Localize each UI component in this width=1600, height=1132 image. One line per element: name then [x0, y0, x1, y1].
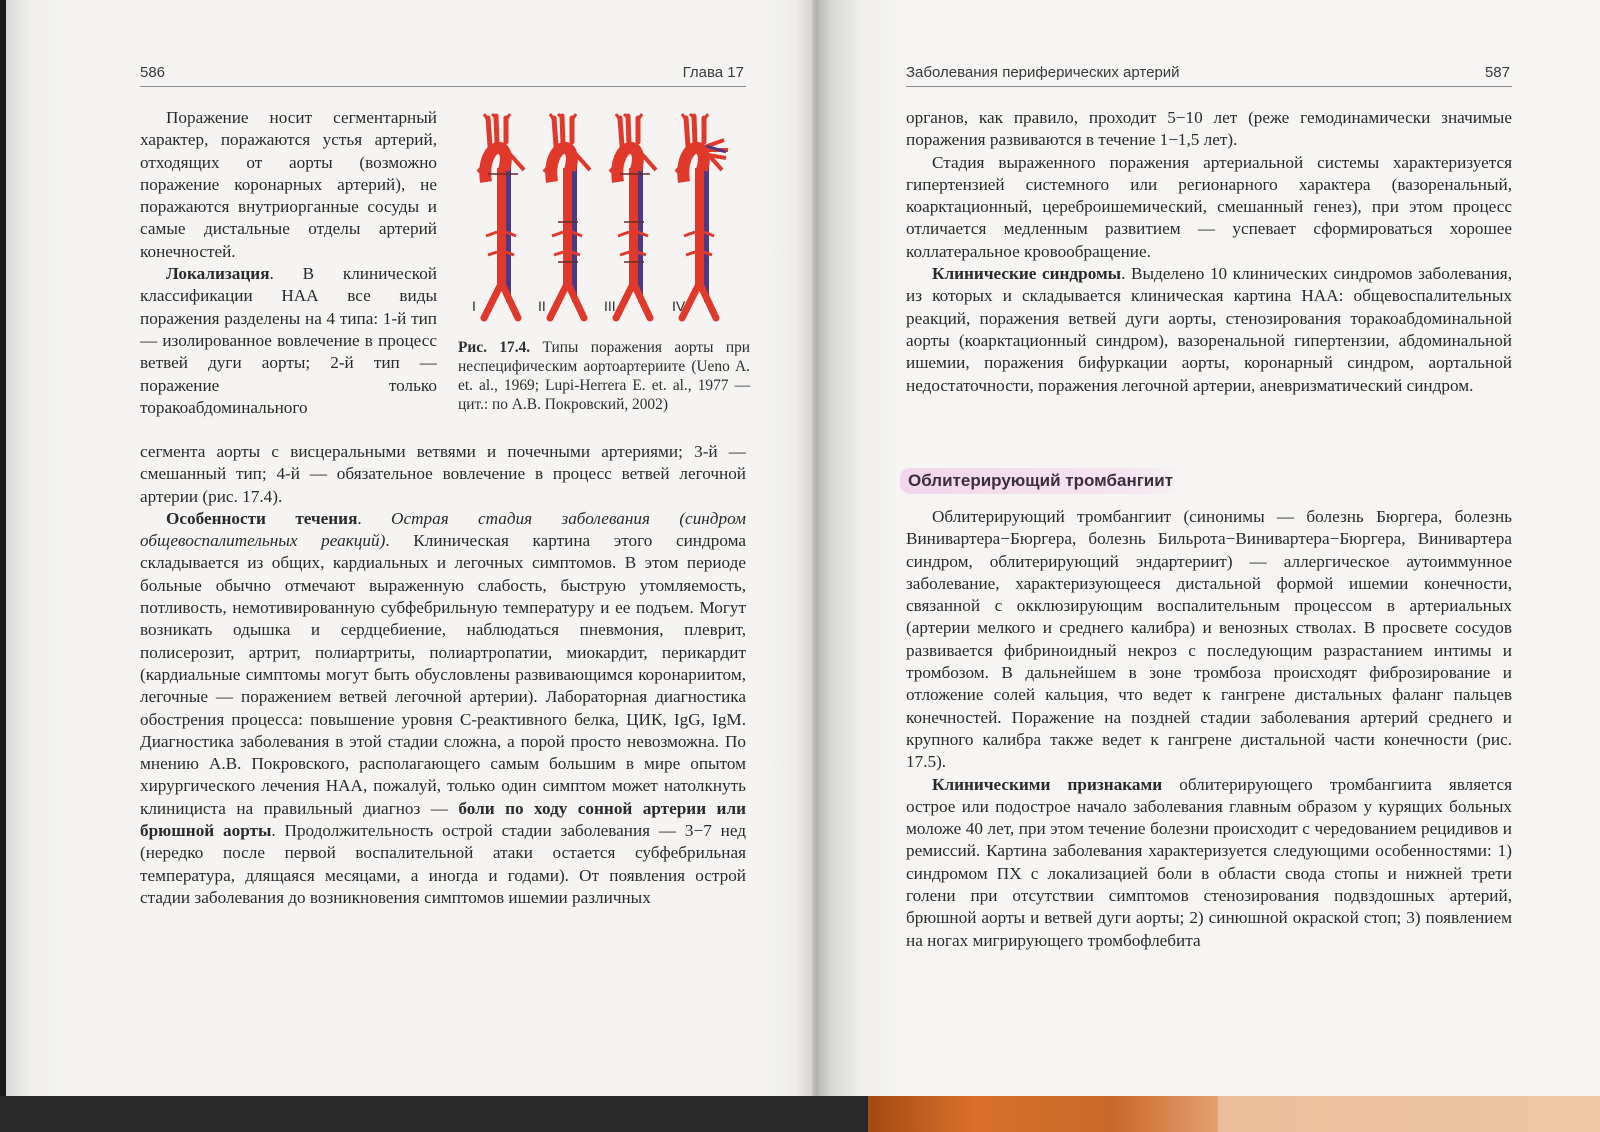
paragraph-text: органов, как правило, проходит 5−10 лет (реже гемодинамически значимые поражения развиваются в течение 1−1,5 лет).	[906, 108, 1512, 150]
right-running-title: Заболевания периферических артерий	[906, 64, 1180, 81]
descending-aorta	[695, 168, 704, 288]
paragraph	[140, 263, 437, 419]
paragraph-text: . Клиническая картина этого синдрома складывается из общих, кардиальных и легочных симптомов. В этом периоде больные обычно отмечают выраженную слабость, быструю утомляемость, потливость, немотивированную субфебрильную температуру и ее подъем. Могут возникать одышка и сердцебиение, наблюдаться пневмония, плеврит, полисерозит, артрит, полиартриты, полиартропатии, миокардит, перикардит (кардиальные симптомы могут быть обусловлены развивающимся коронариитом, легочные — поражением ветвей легочной артерии). Лабораторная диагностика обострения процесса: повышение уровня С-реактивного белка, ЦИК, IgG, IgM. Диагностика заболевания в этой стадии сложна, а порой просто невозможна. По мнению А.В. Покровского, располагающего самым большим в мире опытом хирургического лечения НАА, пожалуй, только один симптом может натолкнуть клинициста на правильный диагноз —	[140, 531, 746, 818]
descending-aorta	[563, 168, 572, 288]
iliac-arteries	[682, 284, 716, 318]
syndromes-label: Клинические синдромы	[932, 264, 1122, 284]
book-cover-edge-light	[1218, 1096, 1600, 1132]
arch-branches	[686, 116, 704, 146]
paragraph	[906, 263, 1512, 397]
paragraph	[140, 441, 746, 508]
paragraph: Особенности течения. Острая стадия заболевания (синдром общевоспалительных реакций). Клиническая картина этого синдрома складывается из общих, кардиальных и легочных симптомов. В этом периоде больные обычно отмечают выраженную слабость, быструю утомляемость, потливость, немотивированную субфебрильную температуру и ее подъем. Могут возникать одышка и сердцебиение, наблюдаться пневмония, плеврит, полисерозит, артрит, полиартриты, полиартропатии, миокардит, перикардит (кардиальные симптомы могут быть обусловлены развивающимся коронариитом, легочные — поражением ветвей легочной артерии). Лабораторная диагностика обострения процесса: повышение уровня С-реактивного белка, ЦИК, IgG, IgM. Диагностика заболевания в этой стадии сложна, а порой просто невозможна. По мнению А.В. Покровского, располагающего самым большим в мире опытом хирургического лечения НАА, пожалуй, только один симптом может натолкнуть клинициста на правильный диагноз — боли по ходу сонной артерии или брюшной аорты. Продолжительность острой стадии заболевания — 3−7 нед (нередко после первой воспалительной атаки остается субфебрильная температура, длящаяся месяцами, а иногда и годами). От появления острой стадии заболевания до возникновения симптомов ишемии различных	[140, 508, 747, 907]
aorta-illustration	[470, 112, 750, 327]
paragraph-text: облитерирующего тромбангиита является острое или подострое начало заболевания главным образом у курящих больных моложе 40 лет, при этом течение болезни происходит с чередованием рецидивов и ремиссий. Картина заболевания характеризуется следующими особенностями: 1) синдромом ПХ с локализацией боли в области свода стопы и нижней трети голени при отсутствии симптомов стенозирования подвздошных артерий, брюшной аорты и ветвей дуги аорты; 2) синюшной окраской стоп; 3) появлением на ногах мигрирующего тромбофлебита	[906, 774, 1512, 950]
left-wrap-text	[140, 107, 437, 419]
type-label: II	[538, 298, 546, 314]
paragraph-text: Стадия выраженного поражения артериальной системы характеризуется гипертензией системного или регионарного характера (вазоренальный, коарктационный, цереброишемический, смешанный генез), при этом процесс отличается медленным развитием — успевает сформироваться хорошее коллатеральное кровообращение.	[906, 152, 1512, 261]
vena-cava	[704, 152, 709, 302]
right-running-head	[906, 64, 1512, 87]
caption-label: Рис. 17.4.	[458, 339, 531, 356]
paragraph-text: . Выделено 10 клинических синдромов заболевания, из которых и складывается клиническая картина НАА: общевоспалительных реакций, поражения ветвей дуги аорты, стенозирования торакоабдоминальной аорты (коарктационный синдром), вазоренальной гипертензии, абдоминальной ишемии, поражения бифуркации аорты, коронарный синдром, аортальной недостаточности, поражения легочной артерии, аневризматический синдром.	[906, 264, 1512, 395]
course-bold: боли по ходу сонной артерии или брюшной аорты	[140, 798, 746, 841]
aorta-diagram-2	[544, 114, 590, 318]
left-running-head	[140, 64, 746, 87]
course-italic: Острая стадия заболевания (синдром общевоспалительных реакций)	[140, 508, 747, 551]
iliac-arteries	[484, 284, 518, 318]
type-label: I	[472, 298, 476, 314]
paragraph	[906, 506, 1512, 774]
paragraph-text: . В клинической классификации НАА все виды поражения разделены на 4 типа: 1-й тип — изолированное вовлечение в процесс ветвей дуги аорты; 2-й тип — поражение только торакоабдоминального	[140, 264, 437, 417]
iliac-arteries	[616, 284, 650, 318]
left-running-title: Глава 17	[682, 64, 744, 81]
paragraph-text: Поражение носит сегментарный характер, поражаются устья артерий, отходящих от аорты (возможно поражение коронарных артерий), не поражаются внутриорганные сосуды и самые дистальные отделы артерий конечностей.	[140, 108, 437, 261]
caption-text: Типы поражения аорты при неспецифическим аортоартериите (Ueno A. et. al., 1969; Lupi-Herrera E. et. al., 1977 — цит.: по А.В. Покровский, 2002)	[458, 339, 751, 413]
paragraph-text: сегмента аорты с висцеральными ветвями и почечными артериями; 3-й — смешанный тип; 4-й — обязательное вовлечение в процесс ветвей легочной артерии (рис. 17.4).	[140, 442, 746, 506]
left-main-text	[140, 441, 746, 909]
paragraph-text: Облитерирующий тромбангиит (синонимы — болезнь Бюргера, болезнь Винивартера−Бюргера, болезнь Бильрота−Винивартера−Бюргера, Винивартера синдром, облитерирующий эндартериит) — аллергическое аутоиммунное заболевание, характеризующееся дистальной формой ишемии конечности, связанной с окклюзирующим воспалительным процессом в артериальных (артерии мелкого и среднего калибра) и венозных стволах. В просвете сосудов развивается фибриноидный некроз с последующим разрастанием интимы и тромбозом. В дальнейшем в зоне тромбоза происходят фиброзирование и отложение солей кальция, что ведет к гангрене дистальных фаланг пальцев конечностей. Поражение на поздней стадии заболевания артерий среднего и крупного калибра также ведет к гангрене дистальной части конечности (рис. 17.5).	[906, 507, 1512, 772]
paragraph	[906, 774, 1512, 952]
section-heading: Облитерирующий тромбангиит	[900, 468, 1181, 494]
arch-branches	[554, 116, 572, 146]
aorta-diagram-4	[676, 114, 728, 318]
paragraph	[140, 107, 437, 263]
iliac-arteries	[550, 284, 584, 318]
right-page-number: 587	[1484, 64, 1510, 81]
paragraph-text: . Продолжительность острой стадии заболевания — 3−7 нед (нередко после первой воспалительной атаки остается субфебрильная температура, длящаяся месяцами, а иногда и годами). От появления острой стадии заболевания до возникновения симптомов ишемии различных	[140, 821, 746, 907]
figure-caption	[458, 338, 750, 414]
aorta-diagram-1	[478, 114, 524, 318]
descending-aorta	[629, 168, 638, 288]
vena-cava	[572, 152, 577, 302]
paragraph	[906, 107, 1512, 152]
type-label: IV	[672, 298, 686, 314]
localization-label: Локализация	[166, 264, 270, 284]
type-label: III	[604, 298, 616, 314]
aorta-diagram-3	[610, 114, 656, 318]
right-main-text-bottom	[906, 506, 1512, 952]
paragraph	[906, 152, 1512, 263]
scan-bottom-edge	[0, 1096, 1600, 1132]
descending-aorta	[497, 168, 506, 288]
book-cover-edge	[868, 1096, 1218, 1132]
arch-branches	[620, 116, 638, 146]
figure-aorta-types	[470, 112, 750, 327]
left-page-number: 586	[140, 64, 166, 81]
course-label: Особенности течения	[166, 508, 358, 528]
right-main-text-top	[906, 107, 1512, 397]
arch-branches	[488, 116, 506, 146]
signs-label: Клиническими признаками	[932, 774, 1163, 794]
